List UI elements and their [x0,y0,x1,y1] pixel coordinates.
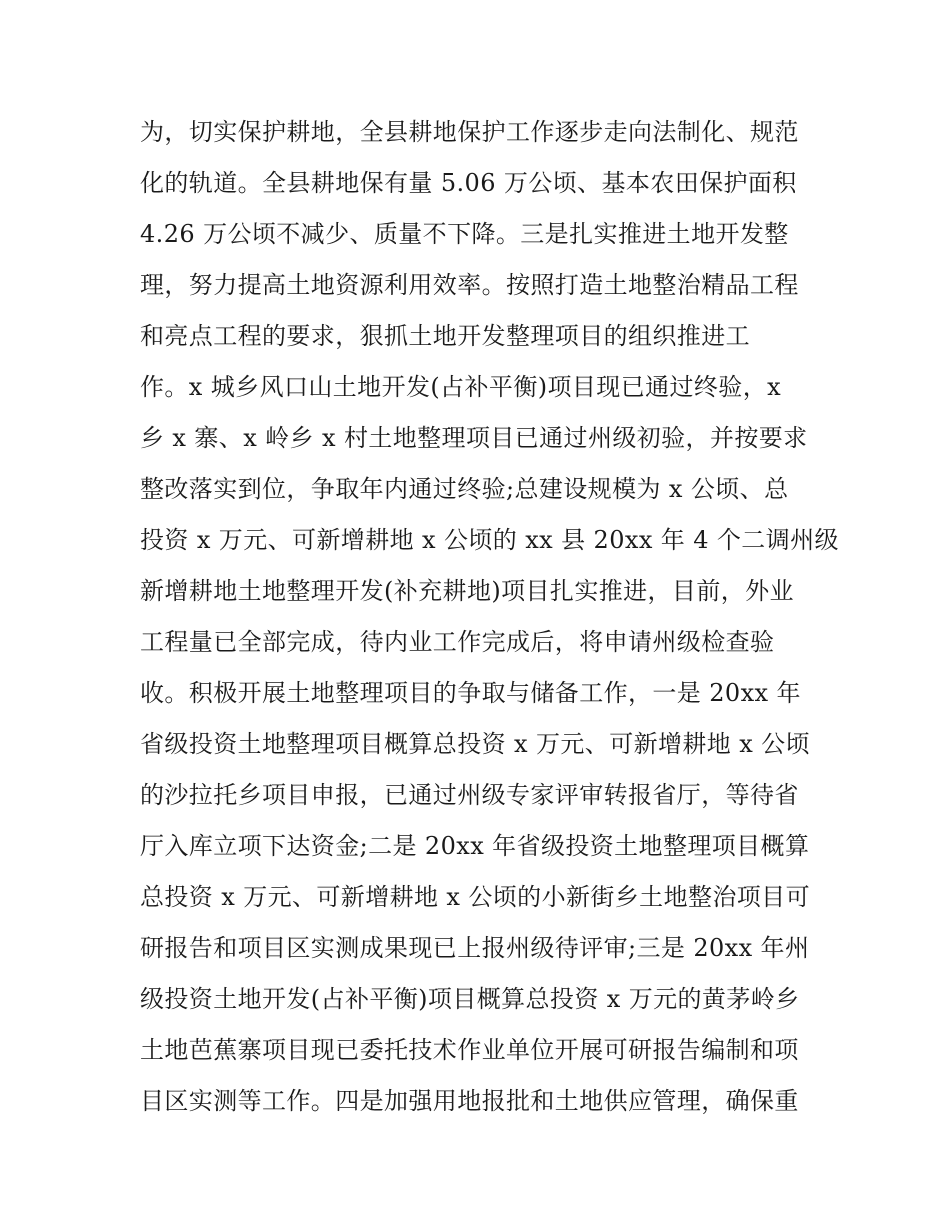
text-line: 作。x 城乡风口山土地开发(占补平衡)项目现已通过终验，x [140,373,782,401]
text-line: 省级投资土地整理项目概算总投资 x 万元、可新增耕地 x 公顷 [140,730,810,758]
text-line: 收。积极开展土地整理项目的争取与储备工作，一是 20xx 年 [140,679,801,707]
text-line: 和亮点工程的要求，狠抓土地开发整理项目的组织推进工 [140,322,750,350]
body-text [140,107,839,1127]
text-line: 工程量已全部完成，待内业工作完成后，将申请州级检查验 [140,628,775,656]
text-line: 整改落实到位，争取年内通过终验;总建设规模为 x 公顷、总 [140,475,789,503]
text-line: 化的轨道。全县耕地保有量 5.06 万公顷、基本农田保护面积 [140,169,797,197]
text-line: 级投资土地开发(占补平衡)项目概算总投资 x 万元的黄茅岭乡 [140,985,800,1013]
text-line: 理，努力提高土地资源利用效率。按照打造土地整治精品工程 [140,271,799,299]
text-line: 4.26 万公顷不减少、质量不下降。三是扎实推进土地开发整 [140,220,789,248]
text-line: 土地芭蕉寨项目现已委托技术作业单位开展可研报告编制和项 [140,1036,799,1064]
text-line: 研报告和项目区实测成果现已上报州级待评审;三是 20xx 年州 [140,934,810,962]
text-line: 投资 x 万元、可新增耕地 x 公顷的 xx 县 20xx 年 4 个二调州级 [140,526,839,554]
text-line: 的沙拉托乡项目申报，已通过州级专家评审转报省厅，等待省 [140,781,799,809]
text-line: 乡 x 寨、x 岭乡 x 村土地整理项目已通过州级初验，并按要求 [140,424,808,452]
text-line: 厅入库立项下达资金;二是 20xx 年省级投资土地整理项目概算 [140,832,810,860]
text-line: 新增耕地土地整理开发(补充耕地)项目扎实推进，目前，外业 [140,577,794,605]
text-line: 目区实测等工作。四是加强用地报批和土地供应管理，确保重 [140,1087,799,1115]
text-line: 为，切实保护耕地，全县耕地保护工作逐步走向法制化、规范 [140,118,799,146]
text-line: 总投资 x 万元、可新增耕地 x 公顷的小新街乡土地整治项目可 [140,883,810,911]
